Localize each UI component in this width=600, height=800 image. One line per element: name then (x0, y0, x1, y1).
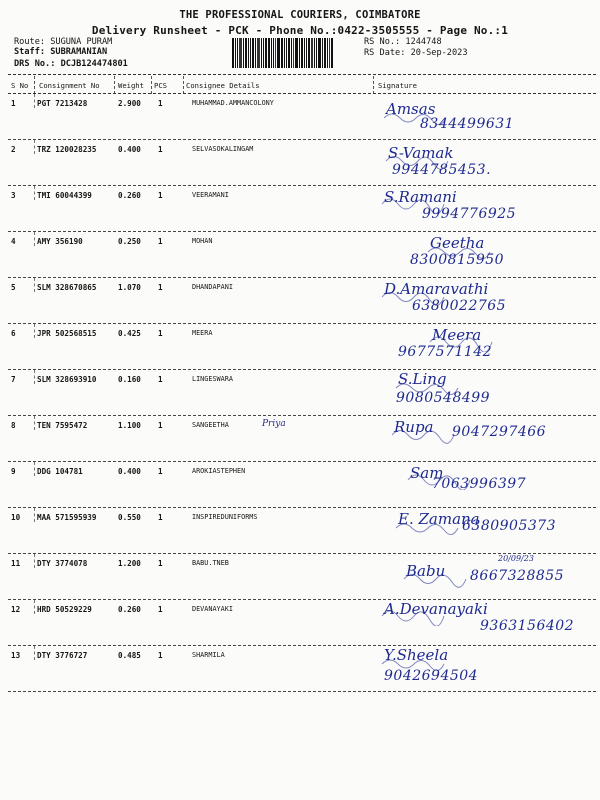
row-consignee: MUHAMMAD.AMMANCOLONY (192, 99, 274, 107)
barcode-bar (261, 38, 262, 68)
barcode-bar (239, 38, 242, 68)
row-weight: 0.425 (118, 329, 141, 338)
barcode-bar (273, 38, 274, 68)
row-divider (34, 140, 35, 154)
signature-phone: 9677571142 (398, 344, 493, 360)
row-divider (34, 646, 35, 660)
barcode-bar (293, 38, 294, 68)
row-consignment-no: DTY 3776727 (37, 651, 88, 660)
signature-phone: 9363156402 (480, 618, 575, 634)
row-sno: 10 (11, 513, 21, 522)
signature-stroke (394, 520, 464, 536)
barcode-bar (248, 38, 249, 68)
signature-name: Geetha (430, 234, 485, 252)
row-separator (8, 691, 596, 692)
barcode-bar (324, 38, 326, 68)
signature-phone: 6380022765 (412, 298, 507, 314)
barcode-bar (257, 38, 260, 68)
barcode-bar (304, 38, 305, 68)
row-consignment-no: DTY 3774078 (37, 559, 88, 568)
col-divider (151, 76, 152, 94)
row-weight: 0.400 (118, 145, 141, 154)
table-row (0, 186, 600, 232)
signature-stroke (380, 290, 450, 306)
signature-phone: 8300815950 (410, 252, 505, 268)
signature-name: Meera (432, 326, 482, 344)
header-top-rule (8, 74, 596, 75)
row-pcs: 1 (158, 329, 163, 338)
drs-value: DCJB124474801 (60, 59, 128, 69)
row-consignee: SELVASOKALINGAM (192, 145, 254, 153)
signature-stroke (426, 244, 496, 260)
signature-stroke (428, 336, 498, 352)
row-weight: 2.900 (118, 99, 141, 108)
row-divider (34, 324, 35, 338)
signature-phone: 9042694504 (384, 668, 479, 684)
rs-date-value: 20-Sep-2023 (410, 48, 468, 58)
col-divider (34, 76, 35, 94)
barcode-bar (235, 38, 236, 68)
signature-stroke (384, 154, 454, 170)
row-weight: 1.100 (118, 421, 141, 430)
row-sno: 6 (11, 329, 16, 338)
row-divider (34, 462, 35, 476)
row-divider (34, 278, 35, 292)
row-consignment-no: TRZ 120028235 (37, 145, 97, 154)
row-pcs: 1 (158, 421, 163, 430)
row-consignee: MEERA (192, 329, 213, 337)
barcode-bar (288, 38, 290, 68)
row-weight: 0.400 (118, 467, 141, 476)
barcode-bar (243, 38, 244, 68)
signature-name: E. Zamana (398, 510, 480, 528)
barcode-bar (281, 38, 283, 68)
signature-name: A.Devanayaki (384, 600, 488, 618)
row-pcs: 1 (158, 605, 163, 614)
barcode-bar (255, 38, 256, 68)
row-weight: 0.485 (118, 651, 141, 660)
row-pcs: 1 (158, 559, 163, 568)
row-pcs: 1 (158, 467, 163, 476)
barcode-bar (322, 38, 323, 68)
signature-name: S.Ramani (384, 188, 457, 206)
row-divider (34, 186, 35, 200)
col-divider (373, 76, 374, 94)
signature-date: 20/09/23 (498, 554, 534, 563)
row-sno: 4 (11, 237, 16, 246)
barcode-bar (299, 38, 300, 68)
row-consignee: BABU.TNEB (192, 559, 229, 567)
barcode-bar (271, 38, 272, 68)
table-row (0, 462, 600, 508)
barcode-bar (306, 38, 307, 68)
row-divider (34, 370, 35, 384)
barcode-bar (275, 38, 276, 68)
col-sno: S No (11, 81, 29, 90)
row-sno: 2 (11, 145, 16, 154)
barcode-bar (250, 38, 251, 68)
barcode-bar (284, 38, 285, 68)
table-row (0, 554, 600, 600)
row-divider (34, 600, 35, 614)
row-consignee: DHANDAPANI (192, 283, 233, 291)
rs-no-label: RS No.: (364, 37, 401, 47)
route-value: SUGUNA PURAM (50, 37, 113, 47)
row-sno: 8 (11, 421, 16, 430)
row-consignment-no: HRD 50529229 (37, 605, 92, 614)
barcode-bar (308, 38, 310, 68)
row-consignee: DEVANAYAKI (192, 605, 233, 613)
barcode-bar (331, 38, 333, 68)
barcode-bar (263, 38, 264, 68)
barcode (232, 38, 354, 68)
signature-stroke (406, 474, 476, 490)
row-weight: 0.260 (118, 191, 141, 200)
row-sno: 7 (11, 375, 16, 384)
row-consignee: MOHAN (192, 237, 213, 245)
row-weight: 0.250 (118, 237, 141, 246)
table-row (0, 646, 600, 692)
row-consignee: SANGEETHA (192, 421, 229, 429)
table-row (0, 370, 600, 416)
barcode-bar (295, 38, 298, 68)
col-divider (114, 76, 115, 94)
signature-stroke (380, 610, 450, 626)
route-line (14, 37, 112, 47)
barcode-bar (237, 38, 238, 68)
signature-phone: 6380905373 (462, 518, 557, 534)
signature-name: Y.Sheela (384, 646, 449, 664)
row-weight: 1.070 (118, 283, 141, 292)
signature-name: Babu (406, 562, 446, 580)
drs-line (14, 59, 128, 69)
row-sno: 1 (11, 99, 16, 108)
row-pcs: 1 (158, 145, 163, 154)
row-consignee: INSPIREDUNIFORMS (192, 513, 258, 521)
row-pcs: 1 (158, 99, 163, 108)
row-consignment-no: AMY 356190 (37, 237, 83, 246)
route-label: Route: (14, 37, 46, 47)
table-row (0, 278, 600, 324)
table-row (0, 324, 600, 370)
staff-label: Staff: (14, 47, 46, 57)
signature-phone: 8667328855 (470, 568, 565, 584)
signature-name: S.Ling (398, 370, 447, 388)
row-consignment-no: PGT 7213428 (37, 99, 88, 108)
company-title: THE PROFESSIONAL COURIERS, COIMBATORE (179, 9, 421, 21)
row-sno: 13 (11, 651, 21, 660)
col-pcs: PCS (154, 81, 167, 90)
rs-date-label: RS Date: (364, 48, 406, 58)
rs-no-line (364, 37, 442, 47)
row-consignment-no: DDG 104781 (37, 467, 83, 476)
barcode-bar (252, 38, 254, 68)
signature-phone: 9944785453. (392, 162, 492, 178)
row-pcs: 1 (158, 513, 163, 522)
table-row (0, 416, 600, 462)
row-consignment-no: TEN 7595472 (37, 421, 88, 430)
table-row (0, 94, 600, 140)
col-weight: Weight (118, 81, 144, 90)
signature-stroke (382, 110, 452, 126)
row-consignment-no: JPR 502568515 (37, 329, 97, 338)
barcode-bar (301, 38, 303, 68)
row-divider (34, 554, 35, 568)
signature-phone: 7063996397 (432, 476, 527, 492)
table-row (0, 140, 600, 186)
col-consignment: Consignment No (39, 81, 100, 90)
staff-line (14, 47, 107, 57)
row-sno: 5 (11, 283, 16, 292)
signature-stroke (402, 572, 472, 588)
row-weight: 0.260 (118, 605, 141, 614)
table-row (0, 232, 600, 278)
barcode-bar (245, 38, 247, 68)
signature-phone: 8344499631 (420, 116, 515, 132)
row-weight: 0.160 (118, 375, 141, 384)
rs-no-value: 1244748 (405, 37, 442, 47)
row-pcs: 1 (158, 237, 163, 246)
signature-stroke (390, 428, 460, 444)
barcode-bar (265, 38, 267, 68)
row-divider (34, 508, 35, 522)
signature-phone: 9047297466 (452, 424, 547, 440)
row-sno: 3 (11, 191, 16, 200)
row-consignee: VEERAMANI (192, 191, 229, 199)
staff-value: SUBRAMANIAN (50, 47, 108, 57)
signature-name: Sam (410, 464, 444, 482)
row-pcs: 1 (158, 191, 163, 200)
barcode-bar (286, 38, 287, 68)
signature-stroke (380, 656, 450, 672)
barcode-bar (327, 38, 328, 68)
barcode-bar (314, 38, 315, 68)
drs-label: DRS No.: (14, 59, 56, 69)
rs-date-line (364, 48, 468, 58)
row-consignee: AROKIASTEPHEN (192, 467, 246, 475)
signature-name: D.Amaravathi (384, 280, 489, 298)
barcode-bar (318, 38, 321, 68)
row-sno: 9 (11, 467, 16, 476)
barcode-bar (291, 38, 292, 68)
col-divider (183, 76, 184, 94)
signature-name: Amsas (386, 100, 436, 118)
runsheet-subtitle: Delivery Runsheet - PCK - Phone No.:0422-3505555 - Page No.:1 (91, 24, 509, 37)
signature-phone: 9080548499 (396, 390, 491, 406)
barcode-bar (329, 38, 330, 68)
row-weight: 1.200 (118, 559, 141, 568)
barcode-bar (277, 38, 280, 68)
row-divider (34, 94, 35, 108)
barcode-bar (232, 38, 234, 68)
row-pcs: 1 (158, 651, 163, 660)
barcode-bar (311, 38, 313, 68)
signature-name: Rupa (394, 418, 434, 436)
row-sno: 11 (11, 559, 21, 568)
row-divider (34, 416, 35, 430)
row-weight: 0.550 (118, 513, 141, 522)
signature-stroke (380, 198, 450, 214)
barcode-bar (316, 38, 317, 68)
barcode-bar (268, 38, 270, 68)
row-consignment-no: SLM 328693910 (37, 375, 97, 384)
signature-name: S-Vamak (388, 144, 454, 162)
row-pcs: 1 (158, 283, 163, 292)
row-sno: 12 (11, 605, 21, 614)
signature-phone: 9994776925 (422, 206, 517, 222)
row-consignee: LINGESWARA (192, 375, 233, 383)
signature-stroke (394, 380, 464, 396)
row-pcs: 1 (158, 375, 163, 384)
col-consignee: Consignee Details (186, 81, 260, 90)
table-row (0, 508, 600, 554)
row-consignment-no: MAA 571595939 (37, 513, 97, 522)
row-consignee: SHARMILA (192, 651, 225, 659)
row-consignment-no: SLM 328670865 (37, 283, 97, 292)
table-row (0, 600, 600, 646)
col-signature: Signature (378, 81, 417, 90)
row-divider (34, 232, 35, 246)
row-handwritten-note: Priya (262, 419, 286, 429)
row-consignment-no: TMI 60044399 (37, 191, 92, 200)
